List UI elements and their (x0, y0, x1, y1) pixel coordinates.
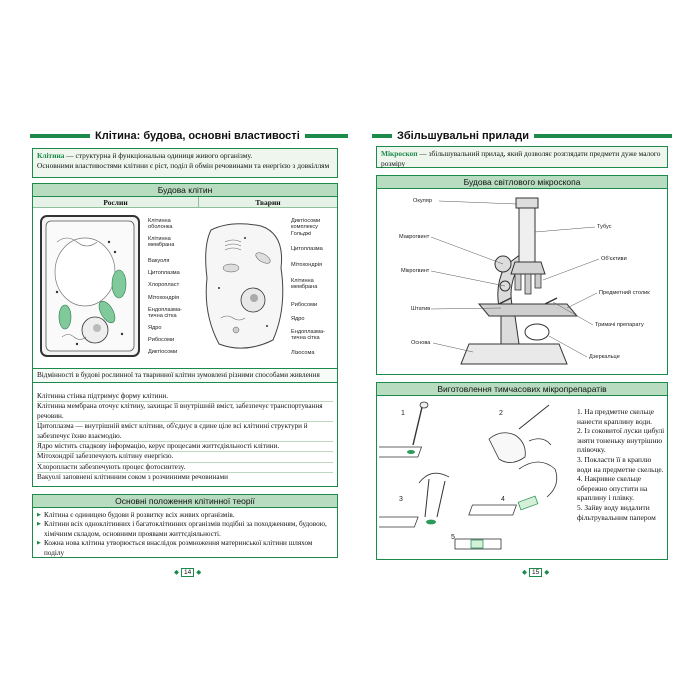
plant-label: Ендоплазма-тична сітка (148, 307, 182, 320)
step-number: 2 (499, 410, 503, 417)
animal-label: Мітохондрія (291, 262, 323, 268)
preparation-step: 5. Зайву воду видалити фільтрувальним папером (577, 502, 656, 522)
fact-item: Ядро містить спадкову інформацію, керує процесами життєдіяльності клітини. (37, 442, 333, 452)
animal-cell-illustration (201, 218, 289, 356)
heading-bar (534, 134, 672, 138)
left-page-number: ◆ 14 ◆ (174, 569, 202, 576)
theory-item: ▶ Клітини всіх одноклітинних і багатоклітинних організмів подібні за походженням, будовою, хімічним складом, основними проявами життєдіяльності. (37, 520, 333, 539)
page-number-value: 15 (529, 568, 542, 577)
plant-label: Хлоропласт (148, 282, 180, 288)
microscope-structure-title: Будова світлового мікроскопа (377, 176, 667, 189)
slide-preparation-section (376, 382, 668, 560)
heading-bar (30, 134, 90, 138)
preparation-step: 3. Покласти її в краплю води на предметне скельце. (577, 454, 664, 474)
left-heading (30, 128, 348, 144)
plant-label: Клітинна мембрана (148, 236, 175, 249)
preparation-step: 2. Із соковитої луски цибулі зняти тоненьку внутрішню плівочку. (577, 426, 665, 455)
differences-note (33, 368, 337, 383)
cell-theory-list (33, 508, 337, 561)
step-number: 1 (401, 410, 405, 417)
plant-label: Цитоплазма (148, 270, 180, 276)
microscope-label-right: Предметний столик (599, 290, 650, 296)
animal-label: Цитоплазма (291, 246, 323, 252)
right-heading (372, 128, 672, 144)
definition-text: — структурна й функціональна одиниця живого організму. (64, 151, 253, 160)
animal-label: Ендоплазма-тична сітка (291, 329, 325, 342)
plant-label: Рибосоми (148, 337, 175, 343)
fact-item: Клітинна стінка підтримує форму клітини. (37, 392, 333, 402)
left-page-title: Клітина: будова, основні властивості (95, 130, 300, 142)
microscope-label-right: Об'єктиви (601, 256, 627, 262)
microscope-label-left: Мікрогвинт (401, 268, 430, 274)
heading-bar (372, 134, 392, 138)
plant-label: Ядро (148, 325, 162, 331)
microscope-label-right: Тубус (597, 224, 612, 230)
definition-term: Клітина (37, 151, 65, 160)
definition-text: — збільшувальний прилад, який дозволяє розглядати предмети дуже малого розміру (381, 149, 661, 168)
microscope-label-left: Штатив (411, 306, 431, 312)
microscope-illustration (449, 194, 589, 372)
step-number: 4 (501, 496, 505, 503)
animal-column-header: Тварин (199, 197, 337, 208)
plant-label: Диктіосоми (148, 349, 178, 355)
left-page (10, 0, 350, 700)
animal-label: Клітинна мембрана (291, 278, 318, 291)
fact-item: Цитоплазма — внутрішній вміст клітини, об'єднує в єдине ціле всі клітинні структури й забезпечує їхню взаємодію. (37, 422, 333, 442)
cell-structure-section (32, 183, 338, 487)
differences-text: Відмінності в будові рослинної та тваринної клітин зумовлені різними способами живлення (37, 371, 320, 379)
plant-column-header: Рослин (33, 197, 199, 208)
animal-label: Лізосома (291, 350, 315, 356)
definition-term: Мікроскоп (381, 149, 418, 158)
microscope-label-left: Основа (411, 340, 431, 346)
animal-label: Рибосоми (291, 302, 318, 308)
fact-item: Вакуолі заповнені клітинним соком з розчинними речовинами (37, 473, 228, 482)
right-page-title: Збільшувальні прилади (397, 130, 529, 142)
microscope-label-right: Тримачі препарату (595, 322, 644, 328)
step-number: 3 (399, 496, 403, 503)
plant-label: Вакуоля (148, 258, 170, 264)
theory-item: ▶ Клітина є одиницею будови й розвитку всіх живих організмів. (37, 511, 333, 520)
cell-structure-title: Будова клітин (33, 184, 337, 197)
right-page-number: ◆ 15 ◆ (522, 569, 550, 576)
microscope-label-right: Дзеркальце (589, 354, 620, 360)
microscope-structure-section (376, 175, 668, 375)
cell-definition-box (32, 148, 338, 178)
plant-label: Мітохондрія (148, 295, 180, 301)
microscope-label-left: Окуляр (413, 198, 432, 204)
preparation-step: 4. Накривне скельце обережно опустити на краплину і плівку. (577, 474, 648, 503)
microscope-definition-box (376, 146, 668, 168)
slide-preparation-title: Виготовлення тимчасових мікропрепаратів (377, 383, 667, 396)
slide-preparation-illustration (379, 399, 575, 557)
definition-properties: Основними властивостями клітини є ріст, поділ й обмін речовинами та енергією з довкіллям (37, 160, 330, 170)
right-page (372, 0, 692, 700)
theory-item: ▶ Кожна нова клітина утворюється внаслідок розмноження материнської клітини шляхом поділу (37, 539, 333, 558)
preparation-steps-list (577, 407, 665, 522)
plant-cell-illustration (37, 212, 145, 362)
fact-item: Хлоропласти забезпечують процес фотосинтезу. (37, 463, 333, 473)
cell-facts-list (33, 392, 337, 483)
plant-label: Клітинна оболонка (148, 218, 173, 231)
preparation-step: 1. На предметне скельце нанести краплину води. (577, 407, 654, 426)
fact-item: Клітинна мембрана оточує клітину, захищає її внутрішній вміст, забезпечує транспортування речовин. (37, 402, 333, 422)
cell-theory-section (32, 494, 338, 558)
step-number: 5 (451, 534, 455, 541)
fact-item: Мітохондрії забезпечують клітину енергією. (37, 452, 333, 462)
cell-theory-title: Основні положення клітинної теорії (33, 495, 337, 508)
animal-label: Ядро (291, 316, 305, 322)
page-number-value: 14 (181, 568, 194, 577)
animal-label: Диктіосоми комплексу Гольджі (291, 218, 321, 237)
microscope-label-left: Макрогвинт (399, 234, 430, 240)
heading-bar (305, 134, 348, 138)
